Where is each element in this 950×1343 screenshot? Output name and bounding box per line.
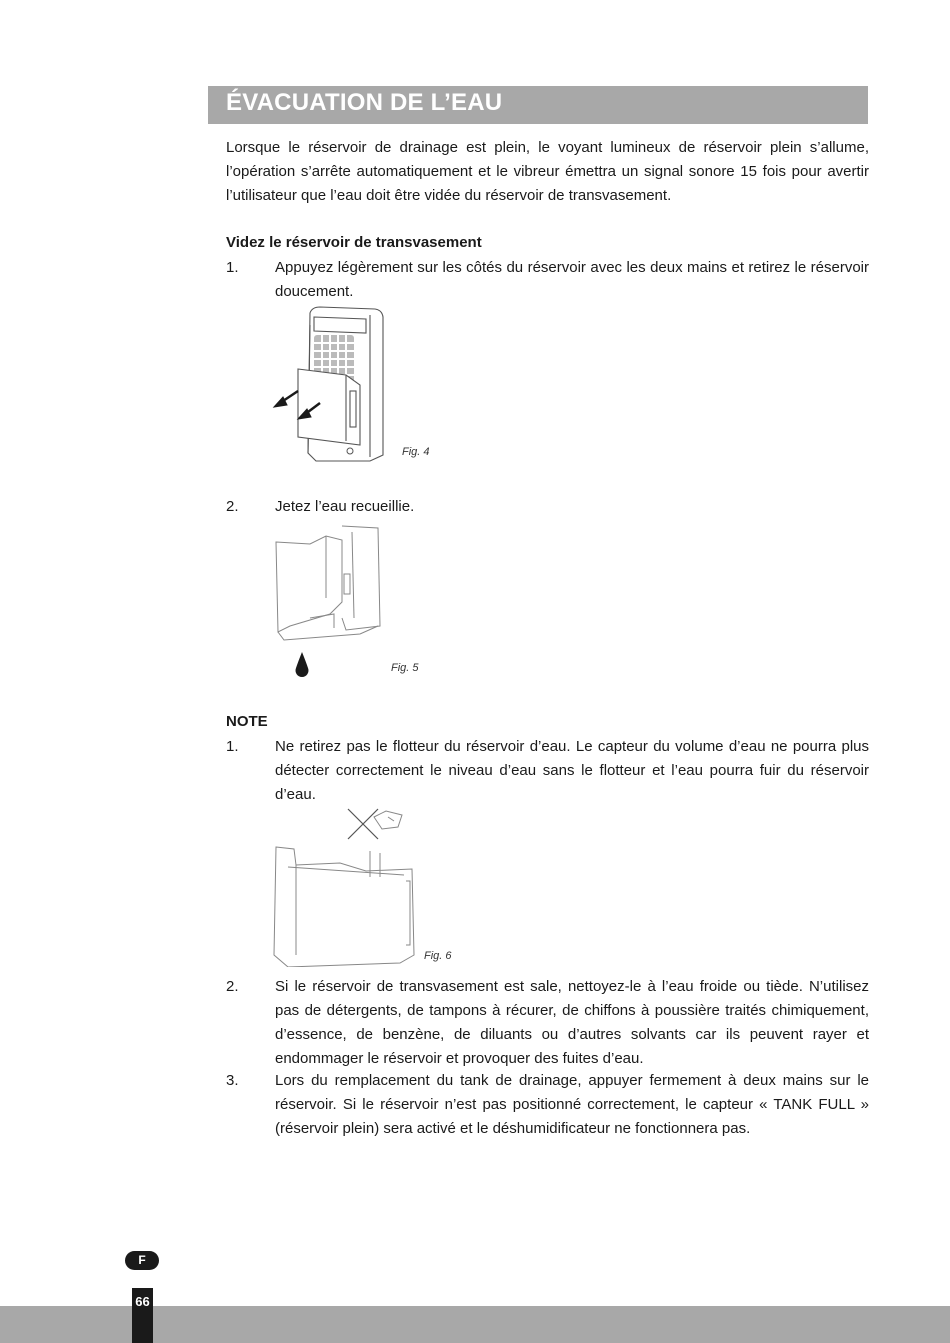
item-number: 1. — [226, 738, 239, 755]
fig5-caption: Fig. 5 — [391, 662, 419, 674]
fig6-caption: Fig. 6 — [424, 950, 452, 962]
item-number: 3. — [226, 1072, 239, 1089]
fig4-dehumidifier-illustration — [270, 305, 400, 465]
item-text: Appuyez légèrement sur les côtés du réservoir avec les deux mains et retirez le réservoir doucement. — [275, 259, 869, 300]
list-item — [226, 975, 869, 1071]
list-item — [226, 735, 869, 807]
fig4-caption: Fig. 4 — [402, 446, 430, 458]
list-item — [226, 495, 869, 519]
list-item — [226, 256, 869, 304]
item-text: Lors du remplacement du tank de drainage, appuyer fermement à deux mains sur le réservoir. Si le réservoir n’est pas positionné correctement, le capteur « TANK FULL » (réservoir plein) sera activé et le déshumidificateur ne fonctionnera pas. — [275, 1072, 869, 1137]
language-badge: F — [125, 1251, 159, 1270]
item-text: Jetez l’eau recueillie. — [275, 498, 415, 515]
item-text: Si le réservoir de transvasement est sale, nettoyez-le à l’eau froide ou tiède. N’utilisez pas de détergents, de tampons à récurer, de chiffons à poussière traités chimiquement, d’essence, de benzène, de diluants ou d’autres solvants car ils peuvent rayer et endommager le réservoir et provoquer des fuites d’eau. — [275, 978, 869, 1067]
section-title-bar — [208, 86, 868, 124]
item-number: 2. — [226, 978, 239, 995]
fig6-tank-float-illustration — [270, 805, 422, 967]
item-number: 2. — [226, 498, 239, 515]
section-heading-empty-tank: Videz le réservoir de transvasement — [226, 234, 482, 251]
page-title: ÉVACUATION DE L’EAU — [226, 89, 503, 116]
page-number: 66 — [132, 1288, 153, 1343]
list-item — [226, 1069, 869, 1141]
item-text: Ne retirez pas le flotteur du réservoir d’eau. Le capteur du volume d’eau ne pourra plus détecter correctement le niveau d’eau sans le flotteur et l’eau pourra fuir du réservoir d’eau. — [275, 738, 869, 803]
fig5-tank-emptying-illustration — [270, 522, 390, 682]
intro-paragraph: Lorsque le réservoir de drainage est plein, le voyant lumineux de réservoir plein s’allume, l’opération s’arrête automatiquement et le vibreur émettra un signal sonore 15 fois pour avertir l’utilisateur que l’eau doit être vidée du réservoir de transvasement. — [226, 139, 869, 204]
note-heading: NOTE — [226, 713, 268, 730]
item-number: 1. — [226, 259, 239, 276]
